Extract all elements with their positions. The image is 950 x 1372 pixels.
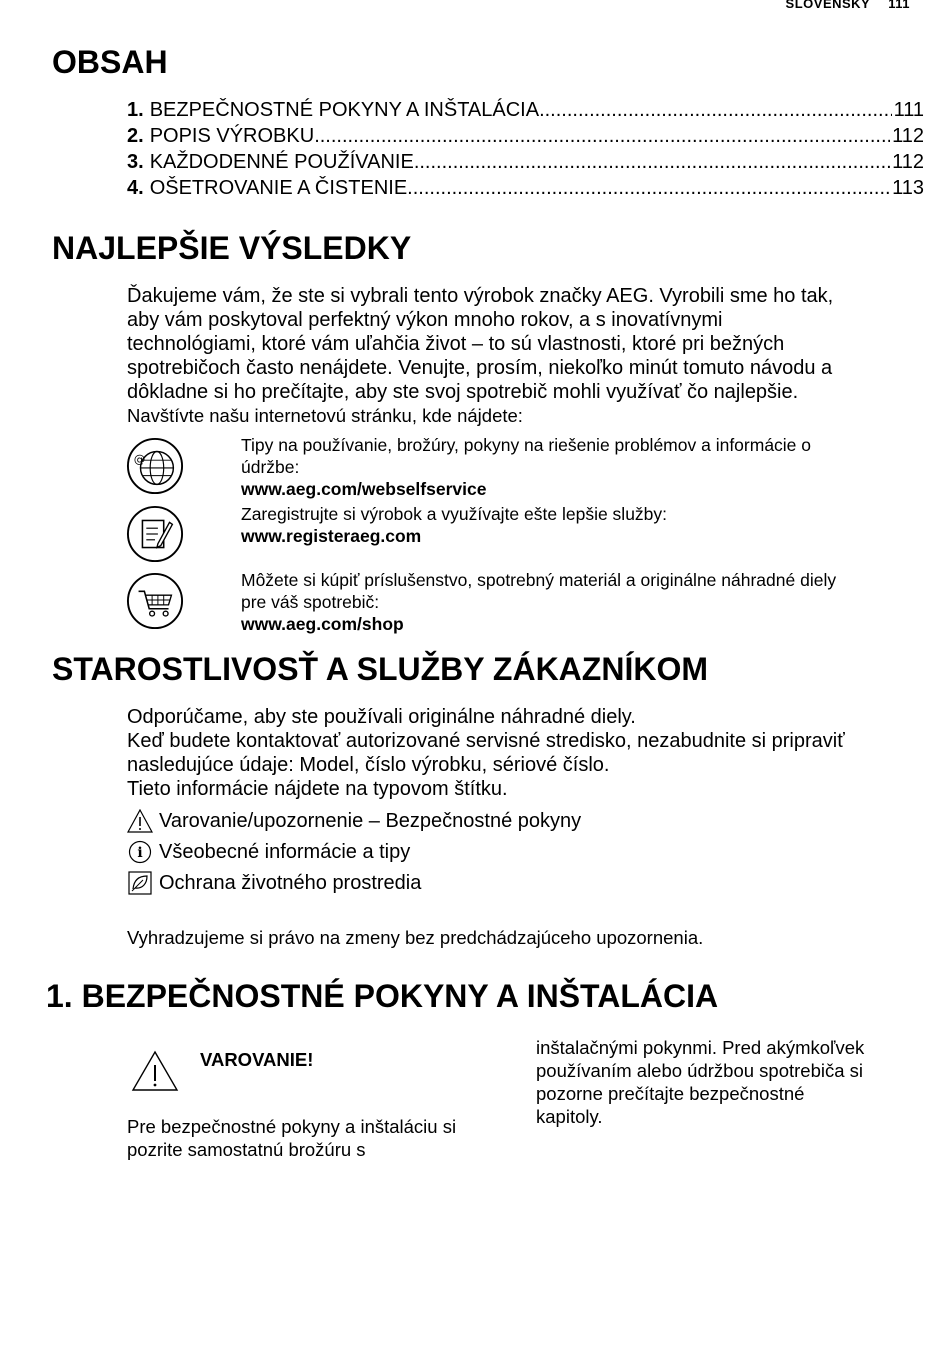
best-results-title: NAJLEPŠIE VÝSLEDKY: [52, 230, 412, 266]
symbol-label: Ochrana životného prostredia: [159, 871, 422, 894]
warning-triangle-icon: [131, 1050, 179, 1092]
link-text-line: Tipy na používanie, brožúry, pokyny na riešenie problémov a informácie o: [241, 435, 812, 455]
link-text-line: údržbe:: [241, 457, 300, 477]
disclaimer: Vyhradzujeme si právo na zmeny bez predchádzajúceho upozornenia.: [127, 927, 704, 948]
toc-leader-dots: [314, 123, 890, 149]
intro-line: technológiami, ktoré vám uľahčia život – to sú vlastnosti, ktoré pri bežných: [127, 333, 785, 355]
link-text-line: pre váš spotrebič:: [241, 592, 380, 612]
toc-item-label: OŠETROVANIE A ČISTENIE: [149, 177, 408, 199]
toc-item-page: 112: [892, 125, 924, 147]
globe-icon: [126, 437, 184, 495]
warning-triangle-icon: [127, 808, 153, 834]
symbol-row: [127, 836, 581, 867]
page-header: [786, 0, 910, 11]
svg-text:i: i: [137, 844, 143, 861]
safety-text-line: kapitoly.: [536, 1106, 603, 1127]
care-line: Odporúčame, aby ste používali originálne náhradné diely.: [127, 706, 636, 728]
symbol-label: Všeobecné informácie a tipy: [159, 840, 411, 863]
toc-item-label: BEZPEČNOSTNÉ POKYNY A INŠTALÁCIA: [149, 99, 540, 121]
best-results-intro: [127, 284, 927, 404]
shop-link[interactable]: www.aeg.com/shop: [241, 614, 404, 634]
toc-item-number: 2.: [127, 125, 144, 147]
header-language: SLOVENSKY: [785, 0, 871, 11]
info-icon: [127, 839, 153, 865]
warning-label: VAROVANIE!: [200, 1049, 314, 1070]
cart-icon: [126, 572, 184, 630]
symbol-row: [127, 805, 581, 836]
toc-item-page: 111: [893, 99, 924, 121]
toc-item[interactable]: [127, 97, 924, 123]
safety-text-line: pozorne prečítajte bezpečnostné: [536, 1083, 805, 1104]
safety-left-column: [127, 1115, 507, 1161]
register-link[interactable]: www.registeraeg.com: [241, 526, 422, 546]
intro-line: Ďakujeme vám, že ste si vybrali tento výrobok značky AEG. Vyrobili sme ho tak,: [127, 285, 834, 307]
webselfservice-link[interactable]: www.aeg.com/webselfservice: [241, 479, 487, 499]
link-text-line: Môžete si kúpiť príslušenstvo, spotrebný materiál a originálne náhradné diely: [241, 570, 837, 590]
toc-item-label: KAŽDODENNÉ POUŽÍVANIE: [149, 151, 414, 173]
toc-item-number: 3.: [127, 151, 144, 173]
toc-leader-dots: [407, 175, 890, 201]
visit-text: Navštívte našu internetovú stránku, kde nájdete:: [127, 405, 523, 426]
toc-item-label: POPIS VÝROBKU: [149, 125, 315, 147]
toc-leader-dots: [539, 97, 892, 123]
care-line: Tieto informácie nájdete na typovom štítku.: [127, 778, 508, 800]
safety-text-line: inštalačnými pokynmi. Pred akýmkoľvek: [536, 1037, 865, 1058]
symbol-label: Varovanie/upozornenie – Bezpečnostné pokyny: [159, 809, 582, 832]
link-block-webselfservice: [241, 434, 921, 500]
safety-text-line: používaním alebo údržbou spotrebiča si: [536, 1060, 864, 1081]
safety-right-column: [536, 1036, 916, 1128]
link-text-line: Zaregistrujte si výrobok a využívajte ešte lepšie služby:: [241, 504, 668, 524]
table-of-contents: [127, 97, 924, 201]
symbol-row: [127, 867, 581, 898]
safety-title: 1. BEZPEČNOSTNÉ POKYNY A INŠTALÁCIA: [46, 978, 719, 1014]
toc-item-page: 112: [892, 151, 924, 173]
link-block-shop: [241, 569, 921, 635]
register-icon: [126, 505, 184, 563]
intro-line: aby vám poskytoval perfektný výkon mnoho rokov, a s inovatívnymi: [127, 309, 723, 331]
care-line: Keď budete kontaktovať autorizované servisné stredisko, nezabudnite si pripraviť: [127, 730, 845, 752]
safety-text-line: Pre bezpečnostné pokyny a inštaláciu si: [127, 1116, 457, 1137]
care-text: [127, 705, 927, 801]
intro-line: dôkladne si ho prečítajte, aby ste svoj spotrebič mohli využívať čo najlepšie.: [127, 381, 799, 403]
link-block-register: [241, 503, 921, 547]
symbol-legend: [127, 805, 581, 898]
toc-item[interactable]: [127, 123, 924, 149]
care-title: STAROSTLIVOSŤ A SLUŽBY ZÁKAZNÍKOM: [52, 651, 708, 687]
svg-text:@: @: [133, 452, 146, 467]
toc-title: OBSAH: [52, 44, 168, 80]
header-page-number: 111: [888, 0, 910, 11]
toc-item-number: 4.: [127, 177, 144, 199]
toc-item[interactable]: [127, 149, 924, 175]
safety-text-line: pozrite samostatnú brožúru s: [127, 1139, 366, 1160]
toc-item[interactable]: [127, 175, 924, 201]
toc-leader-dots: [414, 149, 890, 175]
toc-item-page: 113: [892, 177, 924, 199]
intro-line: spotrebičoch často nenájdete. Venujte, prosím, niekoľko minút tomuto návodu a: [127, 357, 833, 379]
toc-item-number: 1.: [127, 99, 144, 121]
care-line: nasledujúce údaje: Model, číslo výrobku, sériové číslo.: [127, 754, 610, 776]
environment-leaf-icon: [127, 870, 153, 896]
